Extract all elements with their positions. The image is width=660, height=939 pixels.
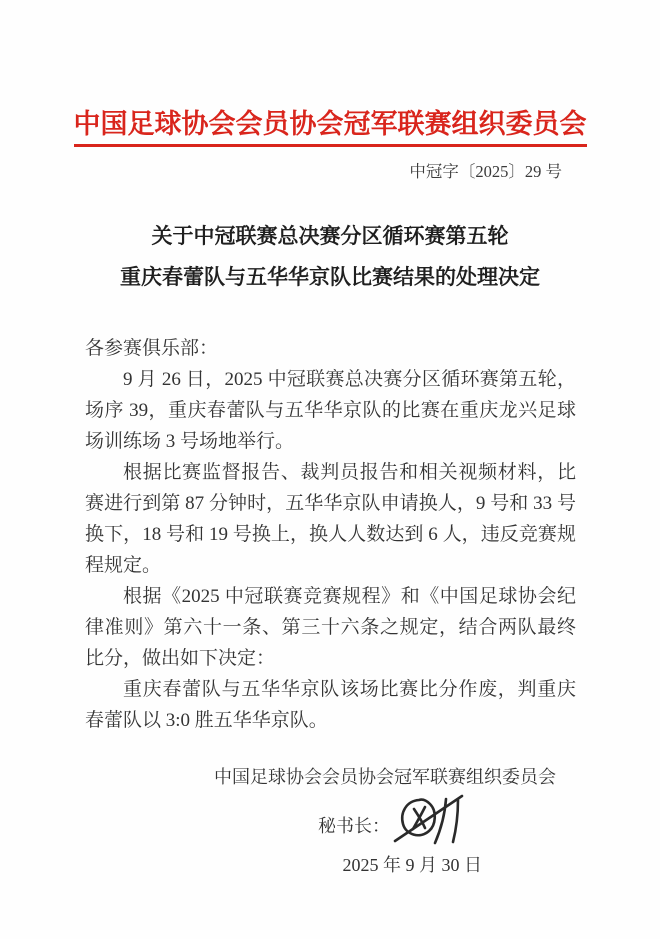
salutation: 各参赛俱乐部： [85, 338, 219, 359]
closing-organization-name: 中国足球协会会员协会冠军联赛组织委员会 [214, 767, 556, 787]
secretary-general-label: 秘书长： [318, 816, 390, 836]
body-paragraph-2: 根据比赛监督报告、裁判员报告和相关视频材料，比赛进行到第 87 分钟时，五华华京队申请换人，9 号和 33 号换下，18 号和 19 号换上，换人人数达到 6 人，违反竞赛规程规定。 [85, 462, 576, 576]
document-header [0, 102, 660, 147]
document-title-line1: 关于中冠联赛总决赛分区循环赛第五轮 [151, 224, 509, 248]
handwritten-signature-icon [392, 787, 474, 849]
body-paragraph-1: 9 月 26 日，2025 中冠联赛总决赛分区循环赛第五轮，场序 39，重庆春蕾队与五华华京队的比赛在重庆龙兴足球场训练场 3 号场地举行。 [85, 369, 576, 452]
document-body [85, 333, 576, 736]
document-reference-number: 中冠字〔2025〕29 号 [409, 162, 562, 181]
body-paragraph-4: 重庆春蕾队与五华华京队该场比赛比分作废，判重庆春蕾队以 3:0 胜五华华京队。 [85, 679, 576, 731]
issuing-organization-title: 中国足球协会会员协会冠军联赛组织委员会 [74, 102, 587, 147]
body-paragraph-3: 根据《2025 中冠联赛竞赛规程》和《中国足球协会纪律准则》第六十一条、第三十六条之规定，结合两队最终比分，做出如下决定： [85, 586, 576, 669]
document-date: 2025 年 9 月 30 日 [342, 855, 482, 875]
signature-row [0, 803, 660, 847]
document-title-line2: 重庆春蕾队与五华华京队比赛结果的处理决定 [120, 265, 540, 289]
document-title [0, 216, 660, 298]
